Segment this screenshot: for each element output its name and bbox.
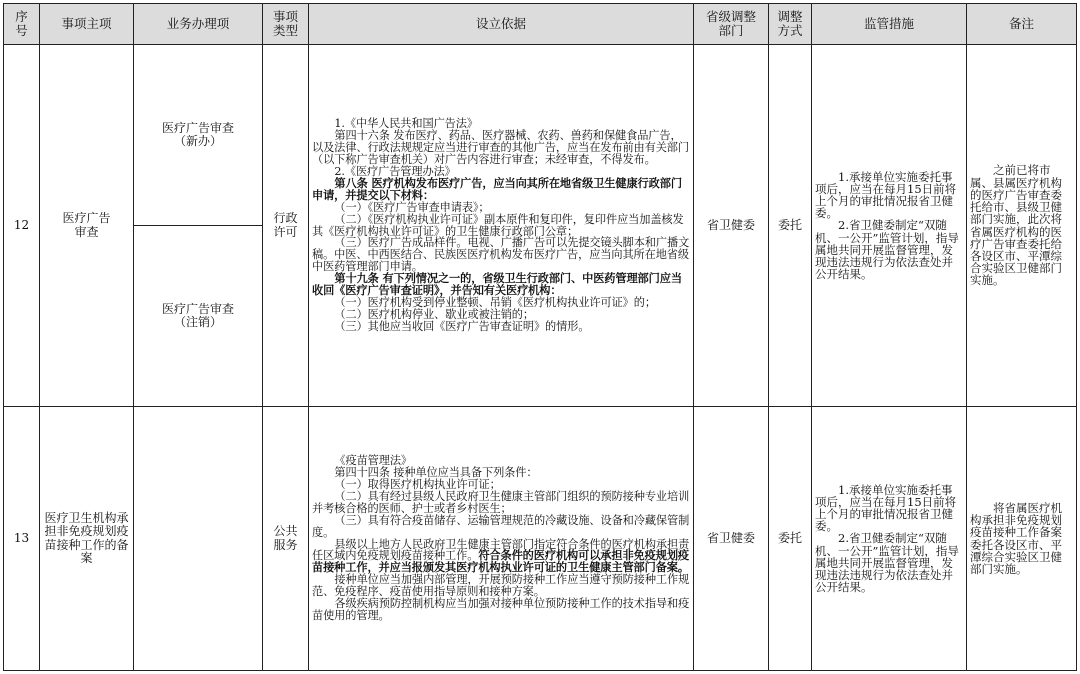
basis-line: 各级疾病预防控制机构应当加强对接种单位预防接种工作的技术指导和疫苗使用的管理。	[312, 597, 690, 622]
supervision-line: 1.承接单位实施委托事项后，应当在每月15日前将上个月的审批情况报省卫健委。	[815, 169, 957, 221]
header-no: 序 号	[4, 4, 40, 45]
basis-line: （三）医疗广告成品样件。电视、广播广告可以先提交镜头脚本和广播文稿。中医、中西医结合、民族医医疗机构发布医疗广告，应当向其所在地省级中医药管理部门申请。	[312, 236, 690, 274]
basis-line: （三）具有符合疫苗储存、运输管理规范的冷藏设施、设备和冷藏保管制度。	[312, 513, 690, 539]
basis-line: （二）医疗机构停业、歇业或被注销的；	[334, 307, 534, 321]
row-adjust-dept: 省卫健委	[694, 407, 769, 671]
basis-line: （一）取得医疗机构执业许可证；	[334, 477, 501, 491]
remark-text: 之前已将市属、县属医疗机构的医疗广告审查委托给市、县级卫健部门实施，此次将省属医疗机构的医疗广告审查委托给各设区市、平潭综合实验区卫健部门实施。	[970, 163, 1062, 288]
row-handling-item	[134, 407, 263, 671]
basis-bold-span: 符合条件的医疗机构可以承担非免疫规划疫苗接种工作，并应当报颁发其医疗机构执业许可证的卫生健康主管部门备案。	[312, 548, 689, 575]
table-row	[4, 407, 1077, 671]
basis-span: 县级以上地方人民政府卫生健康主管部门指定符合条件的医疗机构承担责任区域内免疫规划疫苗接种工作。	[312, 537, 690, 563]
row-main-item: 医疗卫生机构承担非免疫规划疫苗接种工作的备案	[40, 407, 134, 671]
row-remark	[967, 407, 1077, 671]
header-main-item: 事项主项	[40, 4, 134, 45]
row-item-type: 公共 服务	[263, 407, 309, 671]
basis-line: （二）具有经过县级人民政府卫生健康主管部门组织的预防接种专业培训并考核合格的医师、护士或者乡村医生；	[312, 489, 690, 515]
basis-line: （一）医疗机构受到停业整顿、吊销《医疗机构执业许可证》的；	[334, 295, 656, 309]
basis-line: （二）《医疗机构执业许可证》副本原件和复印件，复印件应当加盖核发其《医疗机构执业许可证》的卫生健康行政部门公章；	[312, 212, 684, 238]
header-basis: 设立依据	[309, 4, 694, 45]
row-adjust-mode: 委托	[769, 407, 812, 671]
items-table	[3, 3, 1077, 671]
header-handling-item: 业务办理项	[134, 4, 263, 45]
header-supervision: 监管措施	[812, 4, 967, 45]
basis-line: 第十九条 有下列情况之一的，省级卫生行政部门、中医药管理部门应当收回《医疗广告审查证明》，并告知有关医疗机构：	[312, 271, 682, 298]
supervision-line: 2.省卫健委制定“双随机、一公开”监管计划，指导属地共同开展监督管理，发现违法违规行为依法查处并公开结果。	[815, 218, 959, 282]
row-basis	[309, 407, 694, 671]
row-main-item: 医疗广告 审查	[40, 45, 134, 407]
row-remark	[967, 45, 1077, 407]
supervision-line: 1.承接单位实施委托事项后，应当在每月15日前将上个月的审批情况报省卫健委。	[815, 482, 957, 534]
row-adjust-dept: 省卫健委	[694, 45, 769, 407]
basis-line: 1.《中华人民共和国广告法》	[334, 117, 478, 131]
table-row	[4, 45, 1077, 226]
basis-line: 接种单位应当加强内部管理，开展预防接种工作应当遵守预防接种工作规范、免疫程序、疫苗使用指导原则和接种方案。	[312, 573, 690, 599]
row-no: 12	[4, 45, 40, 407]
row-supervision	[812, 45, 967, 407]
row-handling-item: 医疗广告审查 （新办）	[134, 45, 263, 226]
header-remark: 备注	[967, 4, 1077, 45]
row-supervision	[812, 407, 967, 671]
row-adjust-mode: 委托	[769, 45, 812, 407]
row-basis	[309, 45, 694, 407]
row-no: 13	[4, 407, 40, 671]
basis-line	[312, 539, 690, 575]
basis-line: 《疫苗管理法》	[334, 454, 413, 468]
row-item-type: 行政 许可	[263, 45, 309, 407]
basis-line: 第四十六条 发布医疗、药品、医疗器械、农药、兽药和保健食品广告，以及法律、行政法规规定应当进行审查的其他广告，应当在发布前由有关部门（以下称广告审查机关）对广告内容进行审查；未经审查，不得发布。	[312, 129, 689, 167]
row-handling-item: 医疗广告审查 （注销）	[134, 226, 263, 407]
header-row	[4, 4, 1077, 45]
remark-text: 将省属医疗机构承担非免疫规划疫苗接种工作备案委托各设区市、平潭综合实验区卫健部门实施。	[970, 500, 1062, 576]
basis-line: （一）《医疗广告审查申请表》；	[334, 200, 490, 214]
basis-line: 第八条 医疗机构发布医疗广告，应当向其所在地省级卫生健康行政部门申请，并提交以下材料：	[312, 175, 682, 202]
basis-line: （三）其他应当收回《医疗广告审查证明》的情形。	[334, 319, 590, 333]
basis-line: 第四十四条 接种单位应当具备下列条件：	[334, 466, 538, 480]
basis-line: 2.《医疗广告管理办法》	[334, 164, 456, 178]
header-adjust-mode: 调整 方式	[769, 4, 812, 45]
header-adjust-dept: 省级调整 部门	[694, 4, 769, 45]
header-item-type: 事项 类型	[263, 4, 309, 45]
supervision-line: 2.省卫健委制定“双随机、一公开”监管计划，指导属地共同开展监督管理，发现违法违规行为依法查处并公开结果。	[815, 531, 959, 595]
